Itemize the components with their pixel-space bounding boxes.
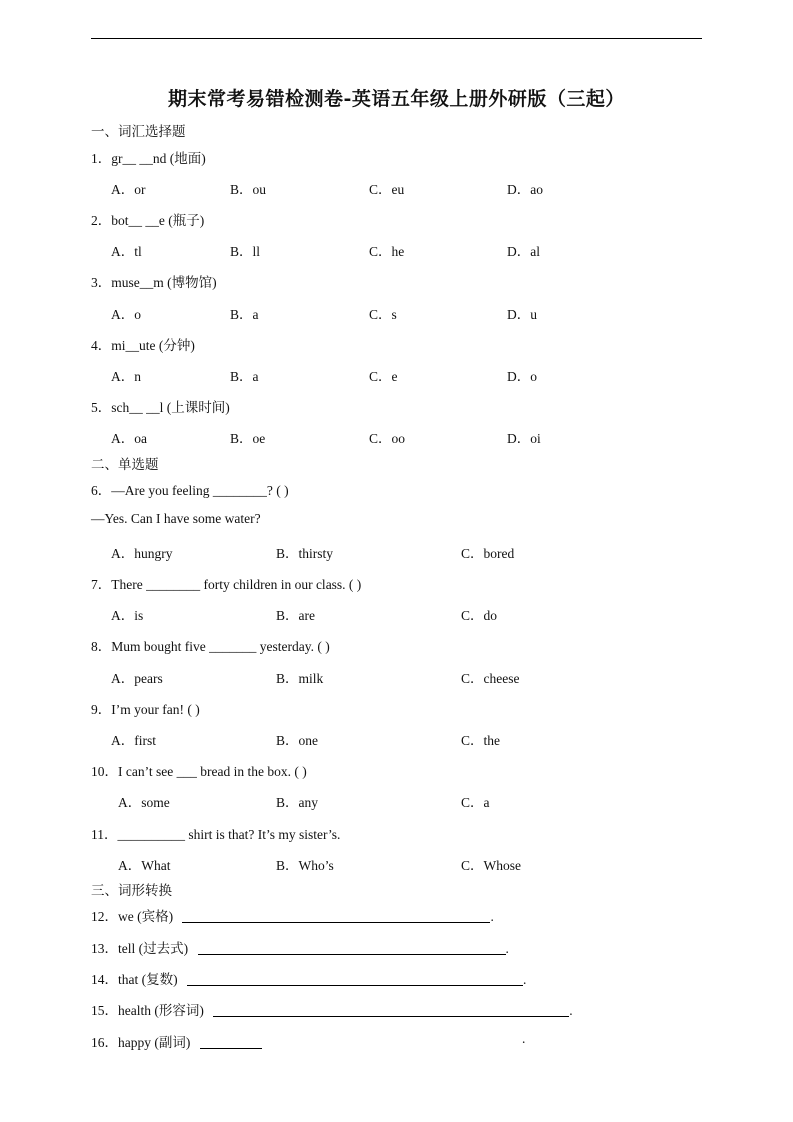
- period: .: [569, 1003, 573, 1018]
- option-b[interactable]: B．a: [230, 307, 259, 322]
- section-heading-vocabulary: 一、词汇选择题: [91, 124, 186, 140]
- option-b[interactable]: B．one: [276, 733, 318, 748]
- period: .: [505, 941, 509, 956]
- question-15: [91, 999, 573, 1019]
- question-text: 15．health (形容词): [91, 1003, 204, 1018]
- option-b[interactable]: B．oe: [230, 431, 266, 446]
- question-10: 10．I can’t see ___ bread in the box. ( ): [91, 764, 307, 779]
- option-a[interactable]: A．hungry: [111, 546, 173, 561]
- question-7: 7．There ________ forty children in our class. ( ): [91, 577, 362, 592]
- option-c[interactable]: C．he: [369, 244, 405, 259]
- option-a[interactable]: A．or: [111, 182, 146, 197]
- option-c[interactable]: C．oo: [369, 431, 406, 446]
- option-b[interactable]: B．are: [276, 608, 315, 623]
- option-b[interactable]: B．ou: [230, 182, 267, 197]
- option-b[interactable]: B．a: [230, 369, 259, 384]
- question-12: [91, 905, 494, 925]
- section-heading-single-choice: 二、单选题: [91, 457, 159, 473]
- answer-blank[interactable]: [187, 971, 523, 986]
- answer-blank[interactable]: [200, 1034, 262, 1049]
- option-d[interactable]: D．u: [507, 307, 537, 322]
- option-c[interactable]: C．the: [461, 733, 500, 748]
- option-d[interactable]: D．al: [507, 244, 540, 259]
- option-a[interactable]: A．first: [111, 733, 156, 748]
- question-16: [91, 1031, 262, 1051]
- answer-blank[interactable]: [182, 908, 490, 923]
- question-3: 3．muse__m (博物馆): [91, 275, 217, 290]
- option-b[interactable]: B．ll: [230, 244, 261, 259]
- option-a[interactable]: A．o: [111, 307, 141, 322]
- question-text: 12．we (宾格): [91, 909, 174, 924]
- option-a[interactable]: A．tl: [111, 244, 142, 259]
- question-8: 8．Mum bought five _______ yesterday. ( ): [91, 639, 330, 654]
- question-2: 2．bot__ __e (瓶子): [91, 213, 205, 228]
- option-d[interactable]: D．ao: [507, 182, 543, 197]
- page-title: 期末常考易错检测卷-英语五年级上册外研版（三起）: [168, 88, 625, 110]
- period: .: [490, 909, 494, 924]
- answer-blank[interactable]: [213, 1002, 569, 1017]
- option-c[interactable]: C．eu: [369, 182, 405, 197]
- option-d[interactable]: D．o: [507, 369, 537, 384]
- question-6-reply: —Yes. Can I have some water?: [91, 511, 261, 526]
- question-1: 1．gr__ __nd (地面): [91, 151, 206, 166]
- option-a[interactable]: A．n: [111, 369, 141, 384]
- option-c[interactable]: C．e: [369, 369, 398, 384]
- question-text: 13．tell (过去式): [91, 941, 189, 956]
- option-a[interactable]: A．oa: [111, 431, 147, 446]
- option-d[interactable]: D．oi: [507, 431, 541, 446]
- question-14: [91, 968, 526, 988]
- option-b[interactable]: B．any: [276, 795, 318, 810]
- option-c[interactable]: C．a: [461, 795, 490, 810]
- period: .: [522, 1031, 526, 1046]
- option-c[interactable]: C．cheese: [461, 671, 520, 686]
- answer-blank[interactable]: [198, 940, 506, 955]
- question-13: [91, 937, 509, 957]
- option-a[interactable]: A．What: [118, 858, 171, 873]
- question-text: 16．happy (副词): [91, 1035, 191, 1050]
- header-rule: [91, 38, 702, 39]
- option-c[interactable]: C．Whose: [461, 858, 521, 873]
- question-5: 5．sch__ __l (上课时间): [91, 400, 230, 415]
- option-b[interactable]: B．milk: [276, 671, 324, 686]
- option-a[interactable]: A．pears: [111, 671, 163, 686]
- question-4: 4．mi__ute (分钟): [91, 338, 195, 353]
- option-b[interactable]: B．thirsty: [276, 546, 334, 561]
- section-heading-word-forms: 三、词形转换: [91, 883, 172, 899]
- option-b[interactable]: B．Who’s: [276, 858, 334, 873]
- option-c[interactable]: C．do: [461, 608, 498, 623]
- question-9: 9．I’m your fan! ( ): [91, 702, 200, 717]
- question-11: 11．__________ shirt is that? It’s my sister’s.: [91, 827, 341, 842]
- question-6: 6．—Are you feeling ________? ( ): [91, 483, 289, 498]
- option-c[interactable]: C．bored: [461, 546, 515, 561]
- option-c[interactable]: C．s: [369, 307, 397, 322]
- question-text: 14．that (复数): [91, 972, 178, 987]
- period: .: [523, 972, 527, 987]
- option-a[interactable]: A．some: [118, 795, 170, 810]
- option-a[interactable]: A．is: [111, 608, 144, 623]
